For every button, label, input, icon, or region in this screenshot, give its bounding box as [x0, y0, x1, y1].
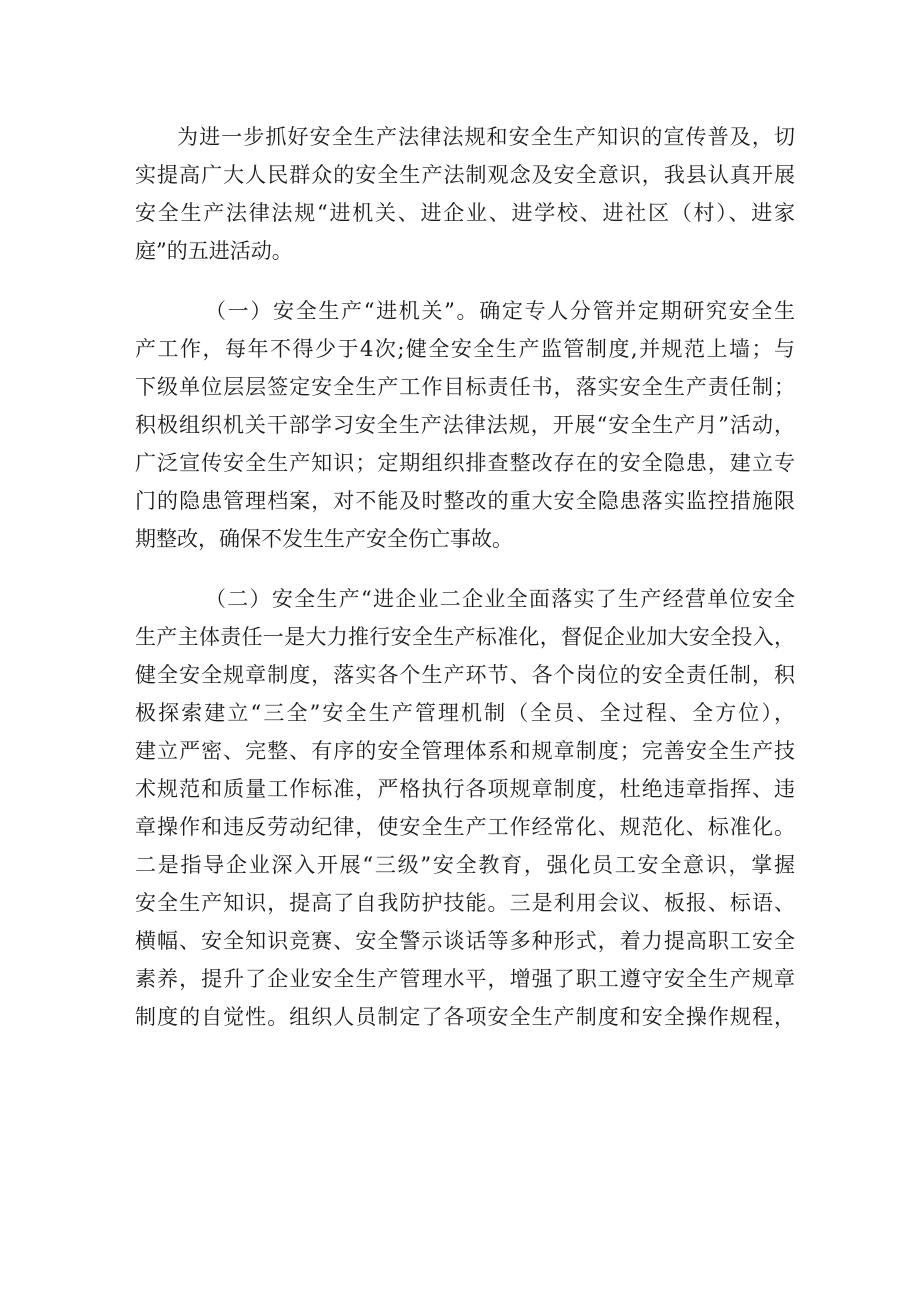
paragraph-line: 产工作，每年不得少于4次;健全安全生产监管制度,并规范上墙；与: [135, 337, 795, 361]
document-body: [135, 118, 795, 1036]
paragraph-line: （一）安全生产“进机关”。确定专人分管并定期研究安全生: [205, 299, 795, 323]
paragraph-line: 健全安全规章制度，落实各个生产环节、各个岗位的安全责任制，积: [135, 663, 795, 687]
paragraph-line: 广泛宣传安全生产知识；定期组织排查整改存在的安全隐患，建立专: [135, 451, 795, 475]
paragraph-line: 安全生产法律法规“进机关、进企业、进学校、进社区（村）、进家: [135, 201, 795, 225]
paragraph-section-2: [135, 580, 795, 1036]
paragraph-line: 积极组织机关干部学习安全生产法律法规，开展“安全生产月”活动，: [135, 413, 795, 437]
paragraph-line: 庭”的五进活动。: [135, 239, 293, 263]
paragraph-line: 章操作和违反劳动纪律，使安全生产工作经常化、规范化、标准化。: [135, 815, 795, 839]
paragraph-line: 二是指导企业深入开展“三级”安全教育，强化员工安全意识，掌握: [135, 853, 795, 877]
paragraph-line: 生产主体责任一是大力推行安全生产标准化，督促企业加大安全投入，: [135, 625, 795, 649]
paragraph-section-1: [135, 292, 795, 558]
paragraph-line: 素养，提升了企业安全生产管理水平，增强了职工遵守安全生产规章: [135, 967, 795, 991]
paragraph-line: 制度的自觉性。组织人员制定了各项安全生产制度和安全操作规程，: [135, 1005, 795, 1029]
paragraph-line: 为进一步抓好安全生产法律法规和安全生产知识的宣传普及，切: [177, 125, 795, 149]
paragraph-line: 横幅、安全知识竞赛、安全警示谈话等多种形式，着力提高职工安全: [135, 929, 795, 953]
paragraph-line: 实提高广大人民群众的安全生产法制观念及安全意识，我县认真开展: [135, 163, 795, 187]
paragraph-line: 极探索建立“三全”安全生产管理机制（全员、全过程、全方位），: [135, 701, 795, 725]
paragraph-spacer: [135, 558, 795, 580]
paragraph-line: 下级单位层层签定安全生产工作目标责任书，落实安全生产责任制；: [135, 375, 795, 399]
paragraph-line: 期整改，确保不发生生产安全伤亡事故。: [135, 527, 513, 551]
paragraph-line: 安全生产知识，提高了自我防护技能。三是利用会议、板报、标语、: [135, 891, 795, 915]
paragraph-spacer: [135, 270, 795, 292]
paragraph-line: 建立严密、完整、有序的安全管理体系和规章制度；完善安全生产技: [135, 739, 795, 763]
paragraph-line: （二）安全生产“进企业二企业全面落实了生产经营单位安全: [205, 587, 795, 611]
paragraph-line: 术规范和质量工作标准，严格执行各项规章制度，杜绝违章指挥、违: [135, 777, 795, 801]
paragraph-intro: [135, 118, 795, 270]
paragraph-line: 门的隐患管理档案，对不能及时整改的重大安全隐患落实监控措施限: [135, 489, 795, 513]
